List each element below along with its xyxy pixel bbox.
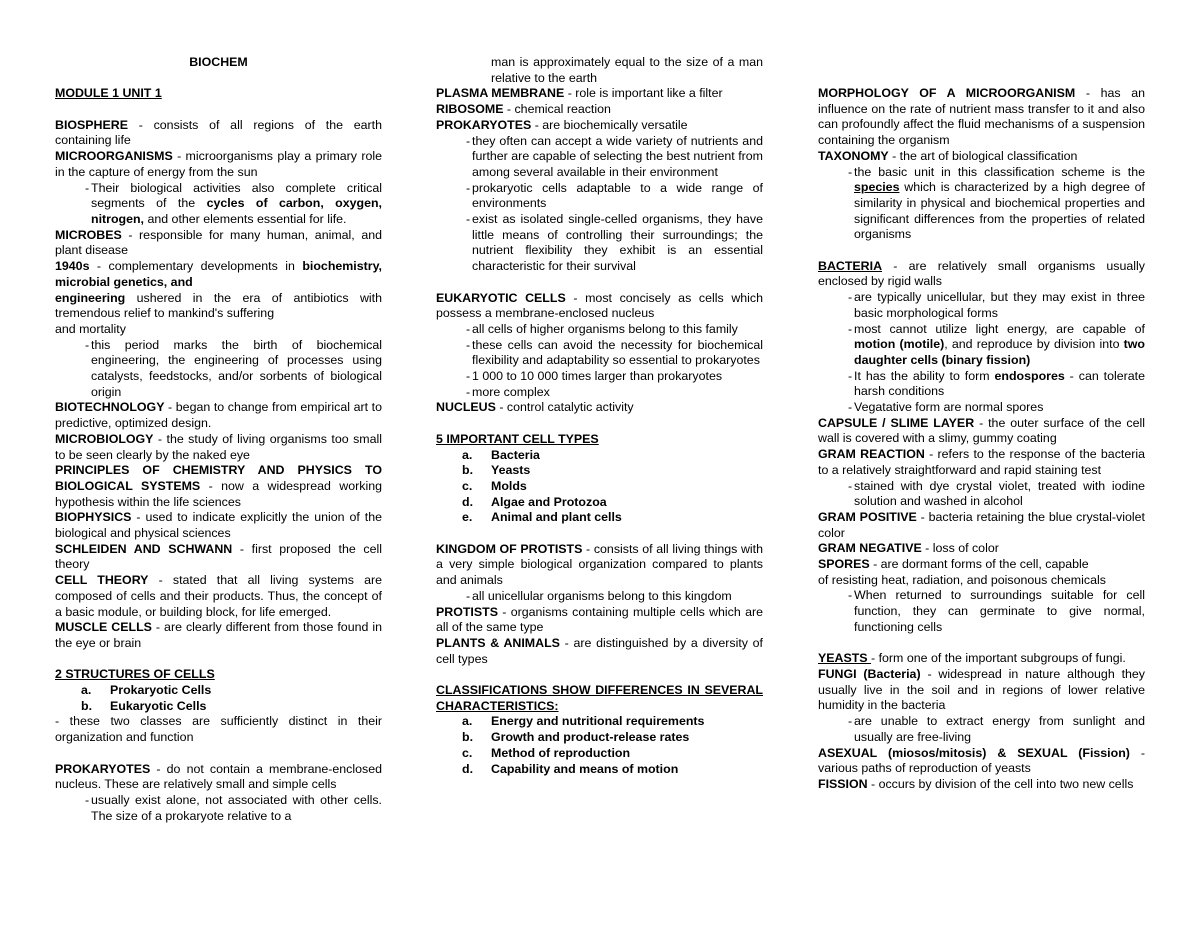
bullet-mark: - (85, 792, 90, 807)
bullet-mark: - (848, 321, 853, 336)
list-item (436, 463, 763, 479)
gram-negative-entry (818, 541, 1145, 557)
definition: - most concisely as cells which possess a membrane-enclosed nucleus (436, 290, 764, 321)
list-mark: b. (462, 463, 474, 478)
term: BIOSPHERE (55, 117, 128, 132)
plants-animals-entry (436, 636, 763, 667)
biophysics-entry (55, 510, 382, 541)
plasma-membrane-entry (436, 86, 763, 102)
bullet-text: prokaryotic cells adaptable to a wide range of environments (472, 180, 763, 211)
list-item (436, 385, 763, 401)
muscle-cells-entry (55, 620, 382, 651)
list-item (55, 683, 382, 699)
list-item (436, 322, 763, 338)
taxonomy-entry (818, 149, 1145, 165)
definition: - bacteria retaining the blue crystal-violet color (818, 509, 1145, 540)
definition: - form one of the important subgroups of fungi. (871, 651, 1126, 666)
list-item (818, 400, 1145, 416)
spores-entry (818, 557, 1145, 573)
definition: - used to indicate explicitly the union of the biological and physical sciences (55, 510, 382, 541)
term: SPORES (818, 557, 870, 572)
definition: - stated that all living systems are composed of cells and their products. Thus, the concept of a basic module, or building block, for life emerged. (55, 573, 382, 619)
column-1 (55, 55, 382, 824)
asexual-sexual-entry (818, 746, 1145, 777)
term: BIOPHYSICS (55, 510, 132, 525)
list-mark: c. (462, 478, 473, 493)
bacteria-entry (818, 259, 1145, 290)
spores-continued: of resisting heat, radiation, and poisonous chemicals (818, 572, 1106, 587)
bullet-text: all cells of higher organisms belong to this family (472, 321, 738, 336)
list-item (436, 714, 763, 730)
list-item (818, 588, 1145, 635)
definition: - the outer surface of the cell wall is covered with a slimy, gummy coating (818, 415, 1145, 446)
structures-note: - these two classes are sufficiently distinct in their organization and function (55, 714, 382, 745)
column-3 (818, 86, 1145, 793)
definition: - chemical reaction (503, 102, 611, 117)
list-item (436, 479, 763, 495)
bold-text: biochemistry, microbial genetics, and (55, 259, 382, 289)
bullet-mark: - (85, 180, 90, 195)
list-item (436, 730, 763, 746)
bullet-text: stained with dye crystal violet, treated with iodine solution and washed in alcohol (854, 478, 1145, 509)
definition: - are relatively small organisms usually enclosed by rigid walls (818, 258, 1145, 289)
definition: - has an influence on the rate of nutrient mass transfer to it and also can profoundly affect the fluid mechanisms of a suspension containing the organism (818, 86, 1145, 148)
definition: - are distinguished by a diversity of cell types (436, 635, 763, 666)
definition: - began to change from empirical art to predictive, optimized design. (55, 400, 382, 431)
definition: - occurs by division of the cell into two new cells (867, 776, 1134, 791)
term: BACTERIA (818, 258, 883, 273)
continued-text: man is approximately equal to the size of a man relative to the earth (491, 55, 763, 85)
term: MICROBES (55, 227, 122, 242)
structures-heading: 2 STRUCTURES OF CELLS (55, 667, 215, 682)
bullet-mark: - (466, 321, 471, 336)
list-mark: b. (81, 698, 93, 713)
term: engineering (55, 290, 126, 305)
list-mark: b. (462, 730, 474, 745)
list-mark: a. (81, 683, 92, 698)
bullet-mark: - (466, 180, 471, 195)
list-mark: a. (462, 714, 473, 729)
bold-text: two daughter cells (binary fission) (854, 337, 1146, 367)
list-item (818, 290, 1145, 321)
term: EUKARYOTIC CELLS (436, 290, 566, 305)
term: MUSCLE CELLS (55, 620, 152, 635)
bullet-text: When returned to surroundings suitable for cell function, they can germinate to give normal, functioning cells (854, 588, 1145, 634)
term: MICROBIOLOGY (55, 431, 154, 446)
fission-entry (818, 777, 1145, 793)
list-item (55, 338, 382, 401)
term: MORPHOLOGY OF A MICROORGANISM (818, 86, 1076, 100)
definition: - various paths of reproduction of yeasts (818, 745, 1145, 776)
list-item (818, 322, 1145, 369)
term: PLANTS & ANIMALS (436, 635, 560, 650)
bullet-text: all unicellular organisms belong to this kingdom (472, 588, 732, 603)
kingdom-protists-entry (436, 542, 763, 589)
term: KINGDOM OF PROTISTS (436, 541, 583, 556)
list-item (818, 714, 1145, 745)
term: SCHLEIDEN AND SCHWANN (55, 541, 233, 556)
definition: - control catalytic activity (495, 400, 634, 415)
list-item (55, 181, 382, 228)
list-text: Growth and product-release rates (491, 730, 690, 745)
definition: - widespread in nature although they usually live in the soil and in regions of lower relative humidity in the bacteria (818, 666, 1145, 713)
yeasts-entry (818, 651, 1145, 667)
list-item (436, 369, 763, 385)
list-item (55, 699, 382, 715)
definition: - the art of biological classification (888, 148, 1078, 163)
list-text: Algae and Protozoa (491, 494, 607, 509)
list-mark: c. (462, 745, 473, 760)
definition: - role is important like a filter (564, 86, 723, 101)
definition: - responsible for many human, animal, and plant disease (55, 227, 382, 258)
definition: - first proposed the cell theory (55, 541, 382, 572)
definition: - the study of living organisms too small to be seen clearly by the naked eye (55, 431, 382, 462)
prokaryotes-entry (436, 118, 763, 134)
bullet-text: Vegatative form are normal spores (854, 400, 1044, 415)
list-item (436, 495, 763, 511)
bullet-text: - can tolerate harsh conditions (854, 368, 1145, 399)
prokaryotes-entry (55, 762, 382, 793)
list-text: Capability and means of motion (491, 761, 679, 776)
eukaryotic-cells-entry (436, 291, 763, 322)
term: YEASTS (818, 651, 872, 666)
bullet-bold: cycles of carbon, oxygen, nitrogen, (91, 196, 383, 226)
definition: - are dormant forms of the cell, capable (869, 557, 1089, 572)
bullet-text: which is characterized by a high degree of similarity in physical and biochemical properties and significant differences from the properties of related organisms (854, 180, 1145, 242)
bullet-mark: - (85, 337, 90, 352)
bullet-text: , and reproduce by division into (944, 337, 1124, 352)
bullet-mark: - (848, 368, 853, 383)
definition: - are clearly different from those found in the eye or brain (55, 620, 383, 650)
list-item (436, 746, 763, 762)
list-item (436, 181, 763, 212)
bullet-mark: - (848, 714, 853, 729)
bullet-mark: - (466, 384, 471, 399)
microorganisms-entry (55, 149, 382, 180)
term: GRAM NEGATIVE (818, 541, 922, 556)
1940s-entry (55, 259, 382, 290)
species-term: species (854, 180, 900, 195)
principles-entry (55, 463, 382, 510)
gram-positive-entry (818, 510, 1145, 541)
list-item (436, 510, 763, 526)
nucleus-entry (436, 400, 763, 416)
list-item (436, 589, 763, 605)
definition: - now a widespread working hypothesis within the life sciences (55, 478, 382, 509)
list-text: Bacteria (491, 447, 540, 462)
list-item (818, 479, 1145, 510)
bullet-mark: - (848, 478, 853, 493)
list-item (436, 134, 763, 181)
schleiden-entry (55, 542, 382, 573)
bullet-text: this period marks the birth of biochemical engineering, the engineering of processes using catalysts, feedstocks, and/or sorbents of biological origin (91, 337, 382, 399)
term: GRAM POSITIVE (818, 509, 917, 524)
bold-text: endospores (994, 368, 1065, 383)
list-item (436, 448, 763, 464)
module-heading: MODULE 1 UNIT 1 (55, 86, 162, 101)
term: TAXONOMY (818, 148, 889, 163)
list-item (55, 793, 382, 824)
bullet-mark: - (848, 164, 853, 179)
list-text: Eukaryotic Cells (110, 698, 207, 713)
fungi-entry (818, 667, 1145, 714)
definition: - microorganisms play a primary role in the capture of energy from the sun (55, 149, 382, 179)
list-text: Animal and plant cells (491, 510, 622, 525)
term: GRAM REACTION (818, 447, 925, 462)
bullet-mark: - (466, 212, 471, 227)
gram-reaction-entry (818, 447, 1145, 478)
classifications-heading: CLASSIFICATIONS SHOW DIFFERENCES IN SEVERAL CHARACTERISTICS: (436, 683, 763, 713)
morphology-entry (818, 86, 1145, 149)
bullet-mark: - (466, 337, 471, 352)
term: BIOTECHNOLOGY (55, 400, 165, 415)
bullet-text: most cannot utilize light energy, are capable of (854, 321, 1145, 336)
term: PRINCIPLES OF CHEMISTRY AND PHYSICS TO BIOLOGICAL SYSTEMS (55, 463, 382, 493)
list-mark: a. (462, 447, 473, 462)
bullet-text: these cells can avoid the necessity for biochemical flexibility and adaptability so essential to prokaryotes (472, 337, 763, 368)
ribosome-entry (436, 102, 763, 118)
microbes-entry (55, 228, 382, 259)
bullet-text: usually exist alone, not associated with other cells. The size of a prokaryote relative to a (91, 792, 382, 823)
list-mark: e. (462, 510, 473, 525)
list-text: Energy and nutritional requirements (491, 714, 705, 729)
term: RIBOSOME (436, 102, 504, 117)
definition: - refers to the response of the bacteria to a relatively straightforward and rapid staining test (818, 447, 1145, 477)
bullet-mark: - (466, 369, 471, 384)
term: NUCLEUS (436, 400, 496, 415)
bullet-text: Their biological activities also complete critical segments of the (91, 180, 382, 211)
term: PLASMA MEMBRANE (436, 86, 565, 101)
definition: ushered in the era of antibiotics with tremendous relief to mankind's suffering (55, 290, 382, 321)
cell-types-heading: 5 IMPORTANT CELL TYPES (436, 431, 599, 446)
cell-theory-entry (55, 573, 382, 620)
definition: - are biochemically versatile (531, 117, 688, 132)
definition: - loss of color (921, 541, 999, 556)
list-item (436, 762, 763, 778)
term: CAPSULE / SLIME LAYER (818, 415, 975, 430)
bullet-mark: - (466, 588, 471, 603)
biosphere-entry (55, 118, 382, 149)
protists-entry (436, 605, 763, 636)
bullet-text: and other elements essential for life. (144, 212, 347, 226)
list-text: Prokaryotic Cells (110, 683, 212, 698)
list-item (436, 212, 763, 275)
bullet-mark: - (848, 588, 853, 603)
capsule-entry (818, 416, 1145, 447)
bullet-text: the basic unit in this classification scheme is the (854, 164, 1145, 179)
list-mark: d. (462, 494, 474, 509)
biotechnology-entry (55, 400, 382, 431)
list-item (436, 338, 763, 369)
definition: - consists of all regions of the earth containing life (55, 117, 382, 148)
column-2 (436, 55, 763, 777)
bullet-text: more complex (472, 384, 550, 399)
definition: - do not contain a membrane-enclosed nucleus. These are relatively small and simple cells (55, 761, 382, 792)
definition: - organisms containing multiple cells which are all of the same type (436, 604, 763, 635)
list-item (818, 369, 1145, 400)
term: PROKARYOTES (436, 117, 532, 132)
bullet-text: are unable to extract energy from sunlight and usually are free-living (854, 714, 1145, 744)
term: MICROORGANISMS (55, 149, 173, 164)
bullet-mark: - (848, 400, 853, 415)
list-text: Yeasts (491, 463, 531, 478)
bullet-text: exist as isolated single-celled organisms, they have little means of controlling their surroundings; the nutrient flexibility they exhibit is an essential characteristic for their survival (472, 212, 763, 274)
definition: - complementary developments in (89, 259, 303, 274)
microbiology-entry (55, 432, 382, 463)
page-title: BIOCHEM (189, 55, 248, 69)
bullet-mark: - (848, 290, 853, 305)
list-item (818, 165, 1145, 244)
term: FUNGI (Bacteria) (818, 666, 921, 681)
mortality-line: and mortality (55, 321, 126, 336)
term: PROKARYOTES (55, 761, 151, 776)
engineering-entry (55, 291, 382, 322)
term: 1940s (55, 259, 90, 274)
bullet-text: are typically unicellular, but they may exist in three basic morphological forms (854, 290, 1145, 320)
list-mark: d. (462, 761, 474, 776)
list-text: Molds (491, 478, 527, 493)
term: PROTISTS (436, 604, 498, 619)
bold-text: motion (motile) (854, 337, 945, 352)
bullet-text: 1 000 to 10 000 times larger than prokaryotes (472, 369, 723, 384)
term: FISSION (818, 776, 868, 791)
bullet-text: It has the ability to form (854, 368, 995, 383)
bullet-mark: - (466, 133, 471, 148)
definition: - consists of all living things with a very simple biological organization compared to plants and animals (436, 541, 763, 588)
bullet-text: they often can accept a wide variety of nutrients and further are capable of selecting the best nutrient from among several available in their environment (472, 133, 763, 179)
list-text: Method of reproduction (491, 745, 631, 760)
term: CELL THEORY (55, 573, 149, 588)
term: ASEXUAL (miosos/mitosis) & SEXUAL (Fission) (818, 745, 1130, 760)
